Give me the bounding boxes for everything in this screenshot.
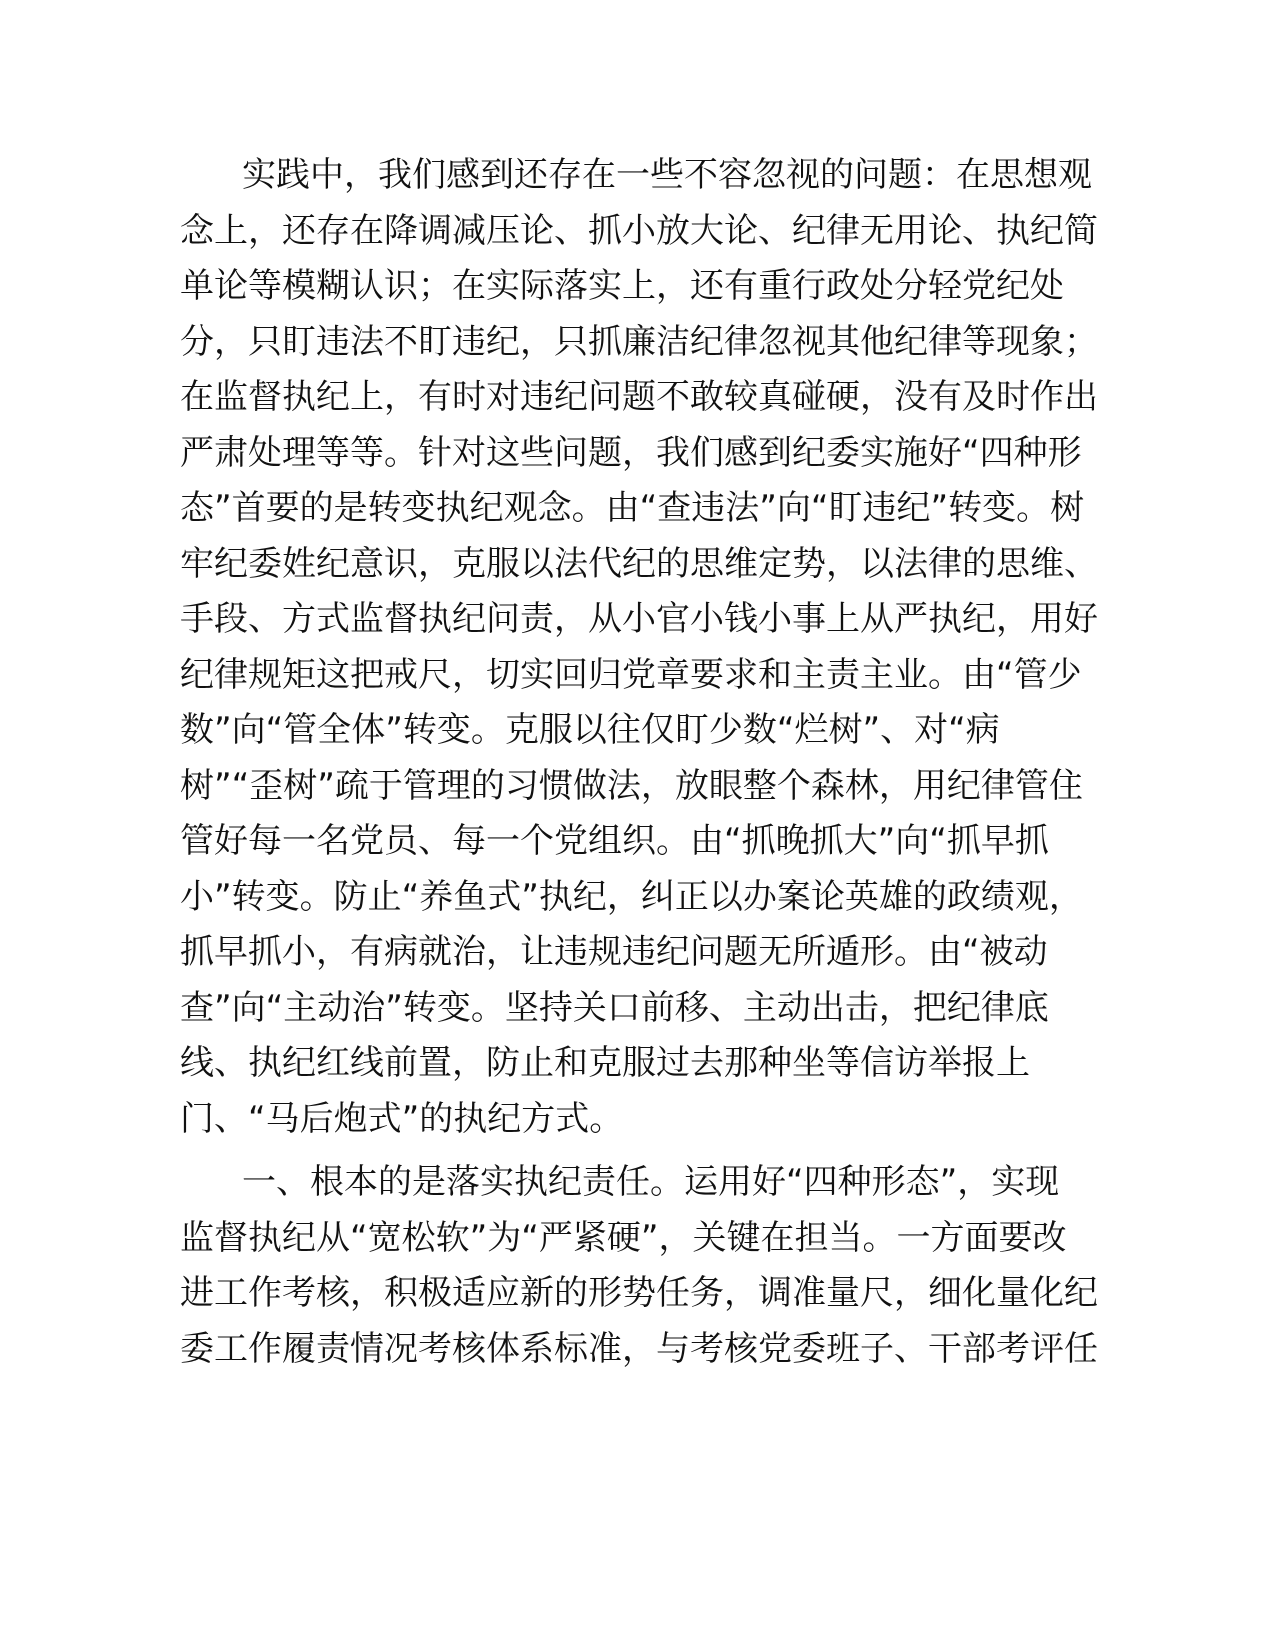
text-line: 抓早抓小，有病就治，让违规违纪问题无所遁形。由“被动 <box>180 932 1048 972</box>
text-line: 委工作履责情况考核体系标准，与考核党委班子、干部考评任 <box>180 1328 1098 1369</box>
document-body <box>180 148 1098 1377</box>
text-line: 查”向“主动治”转变。坚持关口前移、主动出击，把纪律底 <box>180 987 1049 1028</box>
text-line: 态”首要的是转变执纪观念。由“查违法”向“盯违纪”转变。树 <box>180 488 1085 528</box>
text-line: 纪律规矩这把戒尺，切实回归党章要求和主责主业。由“管少 <box>180 654 1082 695</box>
paragraph-1 <box>180 148 1098 1147</box>
text-line: 严肃处理等等。针对这些问题，我们感到纪委实施好“四种形 <box>180 432 1082 473</box>
text-line: 数”向“管全体”转变。克服以往仅盯少数“烂树”、对“病 <box>180 710 1000 750</box>
text-line: 小”转变。防止“养鱼式”执纪，纠正以办案论英雄的政绩观， <box>180 876 1083 917</box>
text-line: 门、“马后炮式”的执纪方式。 <box>180 1098 624 1139</box>
text-line: 监督执纪从“宽松软”为“严紧硬”，关键在担当。一方面要改 <box>180 1217 1067 1258</box>
text-line: 一、根本的是落实执纪责任。运用好“四种形态”，实现 <box>242 1162 1060 1202</box>
text-line: 念上，还存在降调减压论、抓小放大论、纪律无用论、执纪简 <box>180 210 1098 251</box>
text-line: 牢纪委姓纪意识，克服以法代纪的思维定势，以法律的思维、 <box>180 543 1098 584</box>
text-line: 树”“歪树”疏于管理的习惯做法，放眼整个森林，用纪律管住 <box>180 765 1083 806</box>
text-line: 分，只盯违法不盯违纪，只抓廉洁纪律忽视其他纪律等现象； <box>180 321 1098 362</box>
paragraph-2 <box>180 1155 1098 1377</box>
text-line: 实践中，我们感到还存在一些不容忽视的问题：在思想观 <box>242 155 1092 195</box>
text-line: 管好每一名党员、每一个党组织。由“抓晚抓大”向“抓早抓 <box>180 821 1049 861</box>
paragraph-spacer <box>180 1147 1040 1155</box>
text-line: 手段、方式监督执纪问责，从小官小钱小事上从严执纪，用好 <box>180 599 1098 639</box>
text-line: 线、执纪红线前置，防止和克服过去那种坐等信访举报上 <box>180 1043 1030 1083</box>
text-line: 单论等模糊认识；在实际落实上，还有重行政处分轻党纪处 <box>180 266 1064 306</box>
text-line: 进工作考核，积极适应新的形势任务，调准量尺，细化量化纪 <box>180 1273 1098 1313</box>
text-line: 在监督执纪上，有时对违纪问题不敢较真碰硬，没有及时作出 <box>180 377 1098 417</box>
